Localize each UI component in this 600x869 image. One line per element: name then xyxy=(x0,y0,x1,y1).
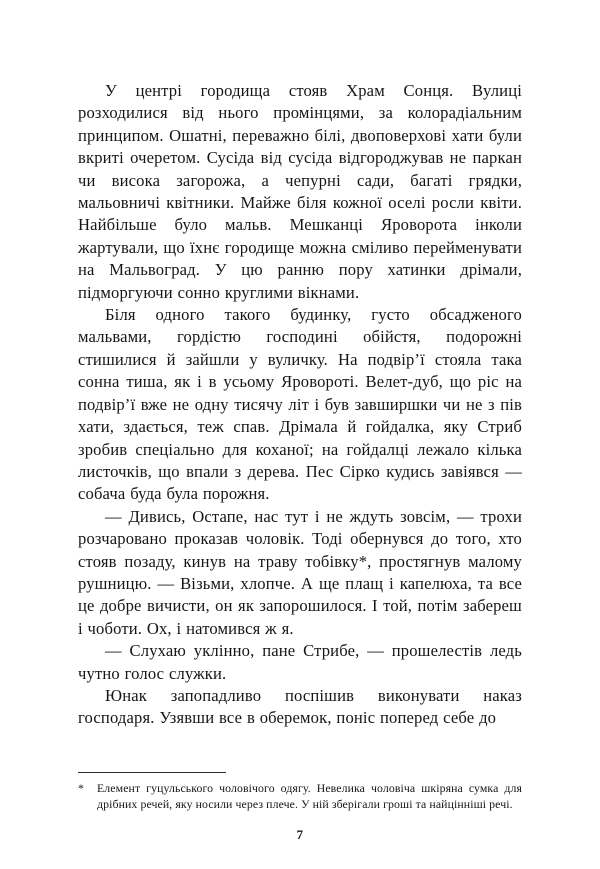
body-text xyxy=(78,80,522,730)
footnote-area xyxy=(78,772,522,812)
page-number: 7 xyxy=(296,827,304,842)
paragraph-2: Біля одного такого будинку, густо обсадженого мальвами, гордістю господині обійстя, подорожні стишилися й зайшли у вуличку. На подвір’ї стояла така сонна тиша, як і в усьому Яровороті. Велет-дуб, що ріс на подвір’ї вже не одну тисячу літ і був завширшки чи не з пів хати, здається, теж спав. Дрімала й гойдалка, яку Стриб зробив спеціально для коханої; на гойдалці лежало кілька листочків, що впали з дерева. Пес Сірко кудись завіявся — собача буда була порожня. xyxy=(78,305,522,504)
footnote-marker: * xyxy=(78,780,84,795)
paragraph-3: — Дивись, Остапе, нас тут і не ждуть зовсім, — трохи розчаровано проказав чоловік. Тоді обернувся до того, хто стояв позаду, кинув на траву тобівку*, простягнув малому рушницю. — Візьми, хлопче. А ще плащ і капелюха, та все це добре вичисти, он як запорошилося. І той, потім забереш і чоботи. Ох, і натомився ж я. xyxy=(78,506,522,638)
paragraph-4: — Слухаю уклінно, пане Стрибе, — прошелестів ледь чутно голос служки. xyxy=(78,641,522,683)
footnote-text: Елемент гуцульського чоловічого одягу. Невелика чоловіча шкіряна сумка для дрібних речей, яку носили через плече. У ній зберігали гроші та найцінніші речі. xyxy=(97,780,522,811)
footnote-divider xyxy=(78,772,226,773)
paragraph-1: У центрі городища стояв Храм Сонця. Вулиці розходилися від нього промінцями, за колорадіальним принципом. Ошатні, переважно білі, двоповерхові хати були вкриті очеретом. Сусіда від сусіда відгороджував не паркан чи висока загорожа, а чепурні сади, багаті грядки, мальовничі квітники. Майже біля кожної оселі росли квіти. Найбільше було мальв. Мешканці Яроворота інколи жартували, що їхнє городище можна сміливо перейменувати на Мальвоград. У цю ранню пору хатинки дрімали, підморгуючи сонно круглими вікнами. xyxy=(78,81,522,302)
footnote xyxy=(78,780,522,812)
paragraph-5: Юнак запопадливо поспішив виконувати наказ господаря. Узявши все в оберемок, поніс поперед себе до xyxy=(78,685,522,728)
